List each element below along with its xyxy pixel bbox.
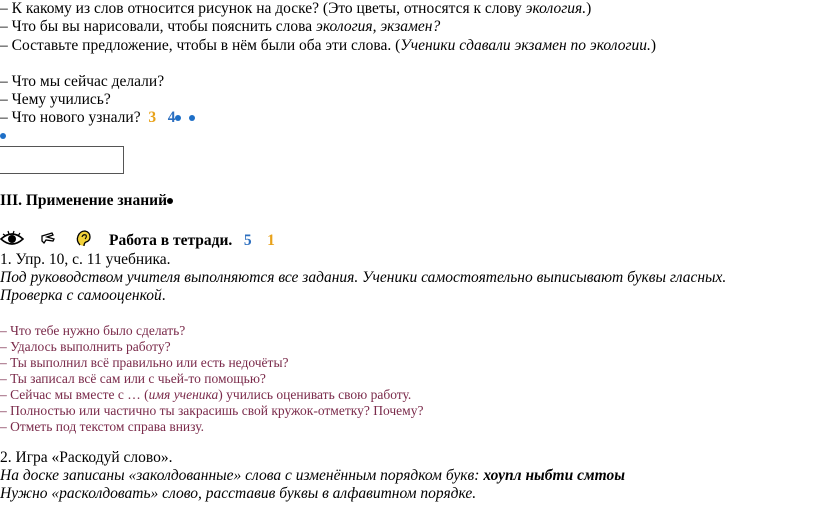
task2-title: 2. Игра «Раскодуй слово». [0, 449, 173, 466]
task1-desc: Под руководством учителя выполняются все задания. Ученики самостоятельно выписывают буквы гласных. [0, 269, 727, 286]
selfcheck-line-3: – Ты выполнил всё правильно или есть недочёты? [0, 355, 289, 370]
selfcheck-line-5: – Сейчас мы вместе с … (имя ученика) учились оценивать свою работу. [0, 387, 412, 402]
mark-1: 1 [267, 232, 275, 250]
selfcheck-line-2: – Удалось выполнить работу? [0, 339, 171, 354]
eye-icon [0, 230, 24, 253]
selfcheck-line-1: – Что тебе нужно было сделать? [0, 323, 186, 338]
selfcheck-line-4: – Ты записал всё сам или с чьей-то помощью? [0, 371, 266, 386]
question-6: – Что нового узнали? 3 4 [0, 109, 195, 127]
coded-words: хоупл ныбти смтоы [483, 467, 625, 484]
answer-box[interactable] [0, 146, 124, 174]
mark-4: 4 [167, 109, 176, 126]
question-3: – Составьте предложение, чтобы в нём были оба эти слова. (Ученики сдавали экзамен по экологии.) [0, 37, 657, 54]
blue-dot-icon [189, 115, 195, 121]
selfcheck-line-7: – Отметь под текстом справа внизу. [0, 419, 204, 434]
task2-desc: На доске записаны «заколдованные» слова с изменённым порядком букв: хоупл ныбти смтоы [0, 467, 625, 484]
dot-line [0, 127, 6, 145]
hand-pointing-icon [40, 231, 60, 252]
question-4: – Что мы сейчас делали? [0, 73, 165, 90]
blue-dot-icon [175, 115, 181, 121]
task1-check: Проверка с самооценкой. [0, 287, 166, 304]
section-title: III. Применение знаний [0, 192, 173, 210]
question-5: – Чему учились? [0, 91, 111, 108]
mark-3: 3 [148, 109, 157, 126]
task2-instruction: Нужно «расколдовать» слово, расставив буквы в алфавитном порядке. [0, 485, 477, 502]
question-2: – Что бы вы нарисовали, чтобы пояснить слова экология, экзамен? [0, 18, 441, 35]
black-dot-icon [167, 198, 173, 204]
question-1: – К какому из слов относится рисунок на доске? (Это цветы, относятся к слову экология.) [0, 0, 592, 17]
selfcheck-line-6: – Полностью или частично ты закрасишь свой кружок-отметку? Почему? [0, 403, 424, 418]
workbook-line: Работа в тетради. 5 1 [0, 229, 275, 254]
mark-5: 5 [243, 232, 252, 250]
blue-dot-icon [0, 133, 6, 139]
task1-title: 1. Упр. 10, с. 11 учебника. [0, 251, 171, 268]
